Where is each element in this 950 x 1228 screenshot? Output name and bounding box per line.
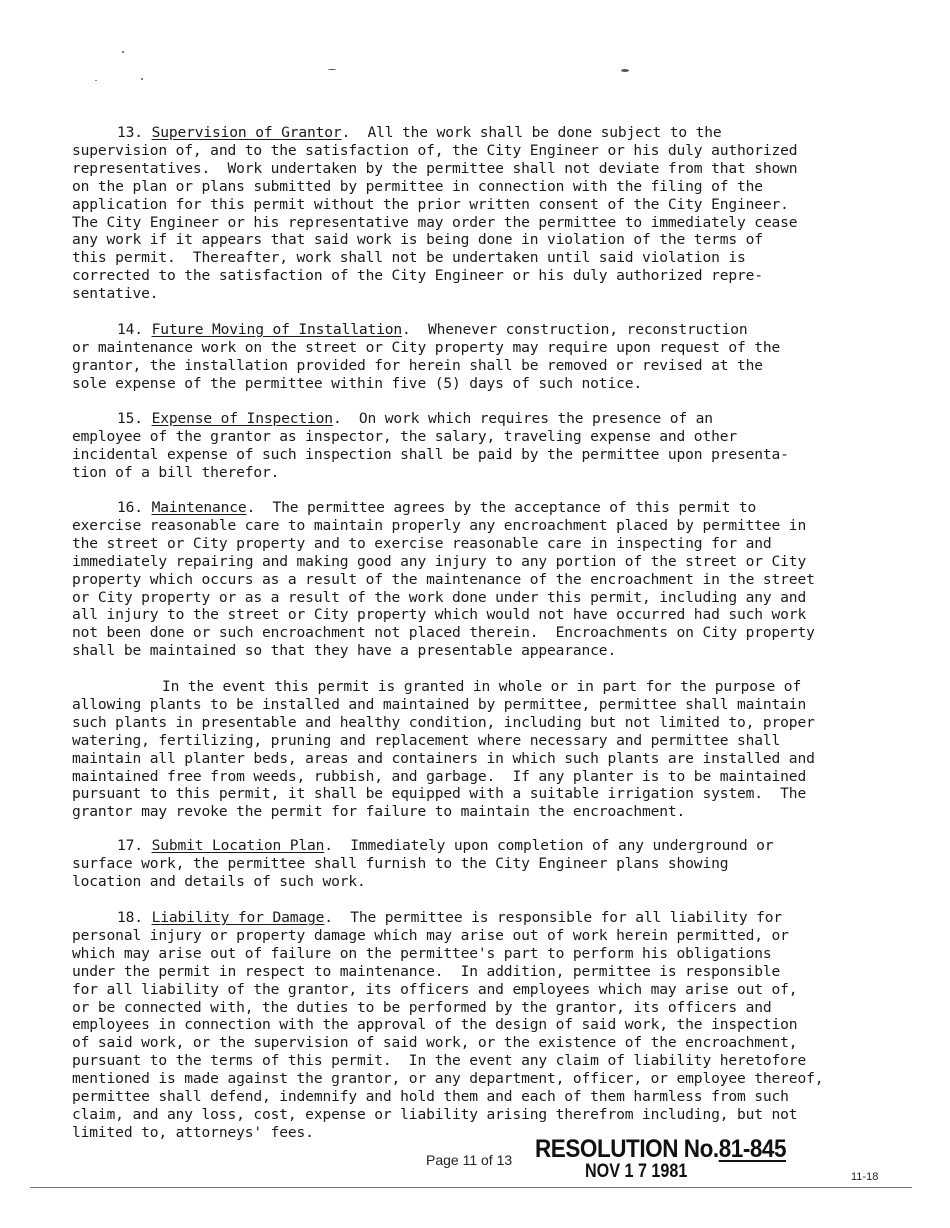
section-body: Whenever construction, reconstruction or maintenance work on the street or City property may require upon request of the grantor, the installation provided for herein shall be removed or revised at the sole expense of the permittee within five (5) days of such notice. <box>72 321 781 392</box>
section-heading: Liability for Damage <box>151 909 325 926</box>
section-number: 16. <box>117 499 143 516</box>
resolution-date: NOV 1 7 1981 <box>585 1161 688 1182</box>
section-17: 17. Submit Location Plan. Immediately upon completion of any underground or surface work, the permittee shall furnish to the City Engineer plans showing location and details of such work. <box>72 837 774 890</box>
scan-speck <box>122 51 124 53</box>
resolution-label: RESOLUTION No. <box>535 1135 719 1163</box>
section-heading: Supervision of Grantor <box>151 124 342 141</box>
section-18: 18. Liability for Damage. The permittee is responsible for all liability for personal injury or property damage which may arise out of work herein permitted, or which may arise out of failure on the permittee's part to perform his obligations under the permit in respect to maintenance. In addition, permittee is responsible for all liability of the grantor, its officers and employees which may arise out of, or be connected with, the duties to be performed by the grantor, its officers and employees in connection with the approval of the design of said work, the inspection of said work, or the supervision of said work, or the existence of the encroachment, pursuant to the terms of this permit. In the event any claim of liability heretofore mentioned is made against the grantor, or any department, officer, or employee thereof, permittee shall defend, indemnify and hold them and each of them harmless from such claim, and any loss, cost, expense or liability arising therefrom including, but not limited to, attorneys' fees. <box>72 909 824 1141</box>
section-number: 15. <box>117 410 143 427</box>
page-number: Page 11 of 13 <box>426 1152 513 1168</box>
section-number: 13. <box>117 124 143 141</box>
section-heading: Future Moving of Installation <box>151 321 403 338</box>
section-body: The permittee is responsible for all liability for personal injury or property damage which may arise out of work herein permitted, or which may arise out of failure on the permittee's part to perform his obligations under the permit in respect to maintenance. In addition, permittee is responsible for all liability of the grantor, its officers and employees which may arise out of, or be connected with, the duties to be performed by the grantor, its officers and employees in connection with the approval of the design of said work, the inspection of said work, or the supervision of said work, or the existence of the encroachment, pursuant to the terms of this permit. In the event any claim of liability heretofore mentioned is made against the grantor, or any department, officer, or employee thereof, permittee shall defend, indemnify and hold them and each of them harmless from such claim, and any loss, cost, expense or liability arising therefrom including, but not limited to, attorneys' fees. <box>72 909 824 1141</box>
section-16: 16. Maintenance. The permittee agrees by the acceptance of this permit to exercise reasonable care to maintain properly any encroachment placed by permittee in the street or City property and to exercise reasonable care in inspecting for and immediately repairing and making good any injury to any portion of the street or City property which occurs as a result of the maintenance of the encroachment in the street or City property or as a result of the work done under this permit, including any and all injury to the street or City property which would not have occurred had such work not been done or such encroachment not placed therein. Encroachments on City property shall be maintained so that they have a presentable appearance. <box>72 499 815 660</box>
section-body: In the event this permit is granted in whole or in part for the purpose of allowing plants to be installed and maintained by permittee, permittee shall maintain such plants in presentable and healthy condition, including but not limited to, proper watering, fertilizing, pruning and replacement where necessary and permittee shall maintain all planter beds, areas and containers in which such plants are installed and maintained free from weeds, rubbish, and garbage. If any planter is to be maintained pursuant to this permit, it shall be equipped with a suitable irrigation system. The grantor may revoke the permit for failure to maintain the encroachment. <box>72 678 815 821</box>
footer-divider <box>30 1187 912 1188</box>
section-13: 13. Supervision of Grantor. All the work shall be done subject to the supervision of, and to the satisfaction of, the City Engineer or his duly authorized representatives. Work undertaken by the permittee shall not deviate from that shown on the plan or plans submitted by permittee in connection with the filing of the application for this permit without the prior written consent of the City Engineer. The City Engineer or his representative may order the permittee to immediately cease any work if it appears that said work is being done in violation of the terms of this permit. Thereafter, work shall not be undertaken until said violation is corrected to the satisfaction of the City Engineer or his duly authorized repre- sentative. <box>72 124 798 303</box>
section-number: 18. <box>117 909 143 926</box>
scan-speck <box>328 69 336 70</box>
section-14: 14. Future Moving of Installation. Whenever construction, reconstruction or maintenance work on the street or City property may require upon request of the grantor, the installation provided for herein shall be removed or revised at the sole expense of the permittee within five (5) days of such notice. <box>72 321 781 392</box>
scan-speck <box>95 80 97 81</box>
section-number: 14. <box>117 321 143 338</box>
section-15: 15. Expense of Inspection. On work which requires the presence of an employee of the grantor as inspector, the salary, traveling expense and other incidental expense of such inspection shall be paid by the permittee upon presenta- tion of a bill therefor. <box>72 410 789 481</box>
resolution-number: 81-845 <box>718 1135 787 1163</box>
section-body: All the work shall be done subject to the supervision of, and to the satisfaction of, the City Engineer or his duly authorized representatives. Work undertaken by the permittee shall not deviate from that shown on the plan or plans submitted by permittee in connection with the filing of the application for this permit without the prior written consent of the City Engineer. The City Engineer or his representative may order the permittee to immediately cease any work if it appears that said work is being done in violation of the terms of this permit. Thereafter, work shall not be undertaken until said violation is corrected to the satisfaction of the City Engineer or his duly authorized repre- sentative. <box>72 124 798 303</box>
resolution-stamp <box>535 1135 786 1164</box>
form-code: 11-18 <box>851 1171 879 1183</box>
section-heading: Maintenance <box>151 499 247 516</box>
section-number: 17. <box>117 837 143 854</box>
scan-speck <box>141 78 143 80</box>
section-16-plants-paragraph <box>72 678 862 821</box>
section-heading: Expense of Inspection <box>151 410 333 427</box>
section-heading: Submit Location Plan <box>151 837 325 854</box>
section-body: Immediately upon completion of any underground or surface work, the permittee shall furnish to the City Engineer plans showing location and details of such work. <box>72 837 774 890</box>
section-body: The permittee agrees by the acceptance of this permit to exercise reasonable care to maintain properly any encroachment placed by permittee in the street or City property and to exercise reasonable care in inspecting for and immediately repairing and making good any injury to any portion of the street or City property which occurs as a result of the maintenance of the encroachment in the street or City property or as a result of the work done under this permit, including any and all injury to the street or City property which would not have occurred had such work not been done or such encroachment not placed therein. Encroachments on City property shall be maintained so that they have a presentable appearance. <box>72 499 815 660</box>
section-body: On work which requires the presence of an employee of the grantor as inspector, the salary, traveling expense and other incidental expense of such inspection shall be paid by the permittee upon presenta- tion of a bill therefor. <box>72 410 789 481</box>
scan-speck <box>621 69 629 72</box>
